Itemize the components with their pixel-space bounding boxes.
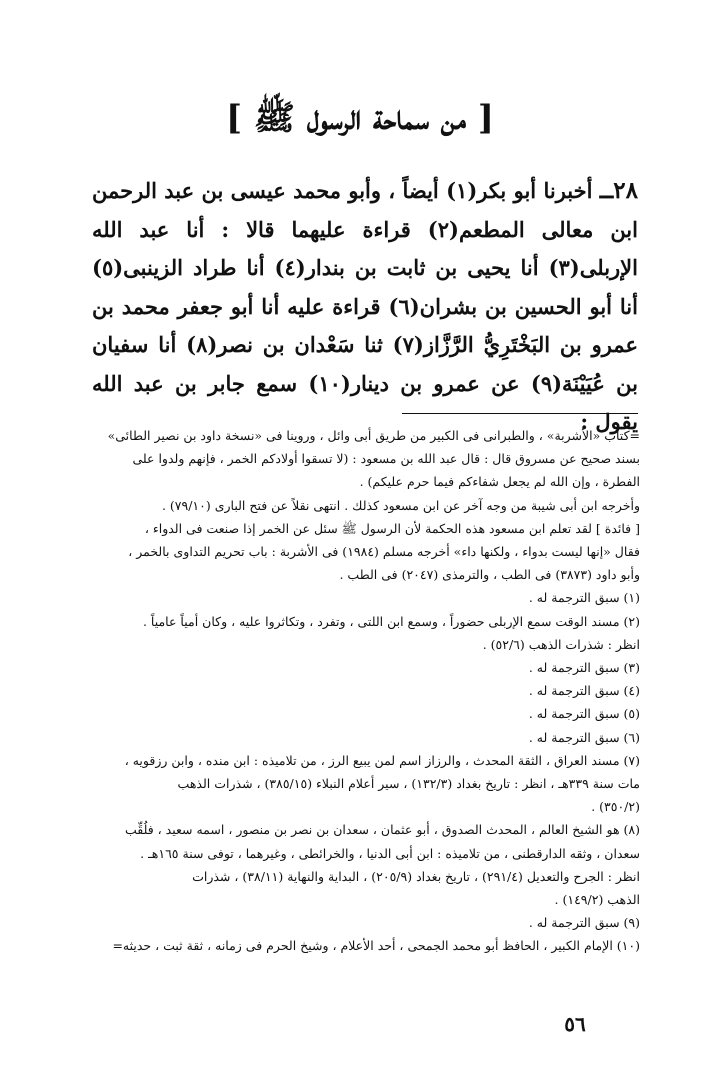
footnote-line: (٣٥٠/٢) .: [591, 799, 640, 815]
hadith-number: ٢٨ــ: [599, 177, 638, 204]
footnote-line: (١٠) الإمام الكبير ، الحافظ أبو محمد الجمحى ، أحد الأعلام ، وشيخ الحرم فى زمانه ، ثقة ثبت ، حديثه=: [112, 938, 640, 954]
hadith-paragraph: [92, 172, 638, 442]
footnote-separator: [402, 413, 638, 414]
footnote-line: (٦) سبق الترجمة له .: [528, 729, 640, 745]
footnote-line: وأخرجه ابن أبى شيبة من وجه آخر عن ابن مسعود كذلك . انتهى نقلاً عن فتح البارى (٧٩/١٠) .: [161, 497, 640, 513]
footnote-line: مات سنة ٣٣٩هـ ، انظر : تاريخ بغداد (١٣٢/٣) ، سير أعلام النبلاء (٣٨٥/١٥) ، شذرات الذهب: [177, 776, 640, 792]
footnote-line: انظر : شذرات الذهب (٥٢/٦) .: [482, 636, 640, 652]
footnote-line: =كتاب «الأشربة» ، والطبرانى فى الكبير من طريق أبى وائل ، وروينا فى «نسخة داود بن نصير الطائى»: [107, 428, 640, 443]
page-number: ٥٦: [564, 1012, 586, 1036]
footnote-line: فقال «إنها ليست بدواء ، ولكنها داء» أخرجه مسلم (١٩٨٤) فى الأشربة : باب تحريم التداوى بالخمر ،: [128, 544, 640, 560]
hadith-text: أخبرنا أبو بكر(١) أيضاً ، وأبو محمد عيسى بن عبد الرحمن ابن معالى المطعم(٢) قراءة عليهما قالا : أنا عبد الله الإربلى(٣) أنا يحيى بن ثابت بن بندار(٤) أنا طراد الزينبى(٥) أنا أبو الحسين بن بشران(٦) قراءة عليه أنا أبو جعفر محمد بن عمرو بن البَخْتَرِيُّ الرَّزَّاز(٧) ثنا سَعْدان بن نصر(٨) أنا سفيان بن عُيَيْنَة(٩) عن عمرو بن دينار(١٠) سمع جابر بن عبد الله يقول :: [92, 178, 638, 434]
footnote-line: (٣) سبق الترجمة له .: [528, 660, 640, 676]
footnote-line: [ فائدة ] لقد تعلم ابن مسعود هذه الحكمة لأن الرسول ﷺ سئل عن الخمر إذا صنعت فى الدواء ،: [144, 520, 640, 536]
footnote-line: الفطرة ، وإن الله لم يجعل شفاءكم فيما حرم عليكم) .: [359, 474, 640, 490]
footnote-line: (٩) سبق الترجمة له .: [528, 915, 640, 931]
footnotes: [92, 424, 640, 958]
footnote-line: سعدان ، وثقه الدارقطنى ، من تلاميذه : ابن أبى الدنيا ، والخرائطى ، وغيرهما ، توفى سنة ١٦٥هـ .: [140, 845, 640, 861]
section-heading: [ من سماحة الرسول ﷺ ]: [225, 98, 494, 138]
footnote-line: (٥) سبق الترجمة له .: [528, 706, 640, 722]
footnote-line: (٤) سبق الترجمة له .: [528, 683, 640, 699]
footnote-line: وأبو داود (٣٨٧٣) فى الطب ، والترمذى (٢٠٤٧) فى الطب .: [339, 567, 640, 583]
footnote-line: (٢) مسند الوقت سمع الإربلى حضوراً ، وسمع ابن اللتى ، وتفرد ، وتكاثروا عليه ، وكان أمياً عامياً .: [142, 613, 640, 629]
footnote-line: بسند صحيح عن مسروق قال : قال عبد الله بن مسعود : (لا تسقوا أولادكم الخمر ، فإنهم ولدوا على: [132, 451, 640, 467]
footnote-line: (٧) مسند العراق ، الثقة المحدث ، والرزاز اسم لمن يبيع الرز ، من تلاميذه : ابن منده ، وابن رزقويه ،: [124, 752, 640, 768]
footnote-line: الذهب (١٤٩/٢) .: [554, 892, 640, 908]
footnote-line: انظر : الجرح والتعديل (٢٩١/٤) ، تاريخ بغداد (٢٠٥/٩) ، البداية والنهاية (٣٨/١١) ، شذرات: [192, 868, 640, 884]
footnote-line: (١) سبق الترجمة له .: [528, 590, 640, 606]
footnote-line: (٨) هو الشيخ العالم ، المحدث الصدوق ، أبو عثمان ، سعدان بن نصر بن منصور ، اسمه سعيد ، فلُقِّب: [124, 822, 640, 838]
